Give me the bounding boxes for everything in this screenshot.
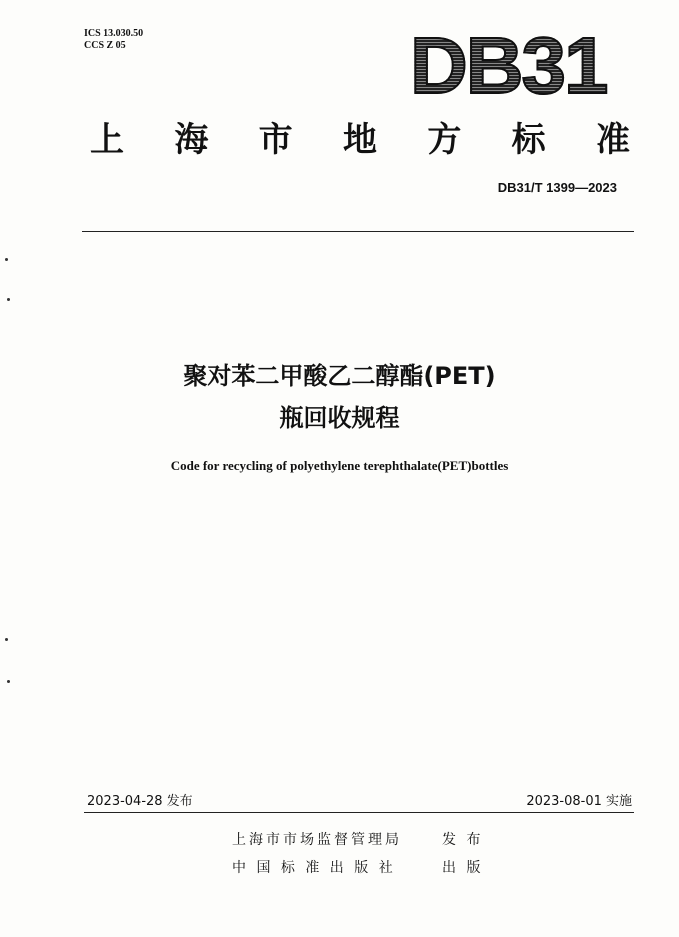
publishers	[232, 826, 483, 882]
standard-type-char: 地	[342, 120, 377, 160]
standard-type-char: 标	[511, 120, 546, 160]
document-title-en: Code for recycling of polyethylene terephthalate(PET)bottles	[170, 458, 509, 473]
publisher-row	[232, 826, 483, 854]
publisher-action: 出 版	[442, 860, 484, 876]
standard-type-char: 方	[427, 120, 462, 160]
scan-mark	[5, 258, 8, 261]
publisher-action: 发 布	[442, 832, 484, 848]
ics-code: ICS 13.030.50	[84, 28, 144, 39]
ccs-code: CCS Z 05	[84, 40, 126, 51]
standard-type-title	[90, 120, 630, 160]
db31-logo: DB31	[410, 21, 607, 110]
implementation-date: 2023-08-01 实施	[526, 794, 632, 809]
publisher-org: 中 国 标 准 出 版 社	[232, 860, 396, 876]
classification-codes	[84, 28, 143, 52]
scan-mark	[7, 298, 10, 301]
title-cn-line2: 瓶回收规程	[279, 404, 400, 432]
issue-date: 2023-04-28 发布	[87, 794, 193, 809]
publisher-row	[232, 854, 483, 882]
standard-type-char: 市	[258, 120, 293, 160]
scan-mark	[7, 680, 10, 683]
scan-mark	[5, 638, 8, 641]
standard-type-char: 准	[595, 120, 630, 160]
footer-divider	[84, 812, 634, 813]
standard-type-char: 海	[174, 120, 209, 160]
title-cn-line1: 聚对苯二甲酸乙二醇酯(PET)	[183, 362, 496, 390]
document-title-cn	[0, 355, 679, 439]
header-divider	[82, 231, 634, 232]
standard-type-char: 上	[90, 120, 124, 160]
standard-number: DB31/T 1399—2023	[497, 180, 617, 195]
publisher-org: 上海市市场监督管理局	[232, 832, 402, 848]
